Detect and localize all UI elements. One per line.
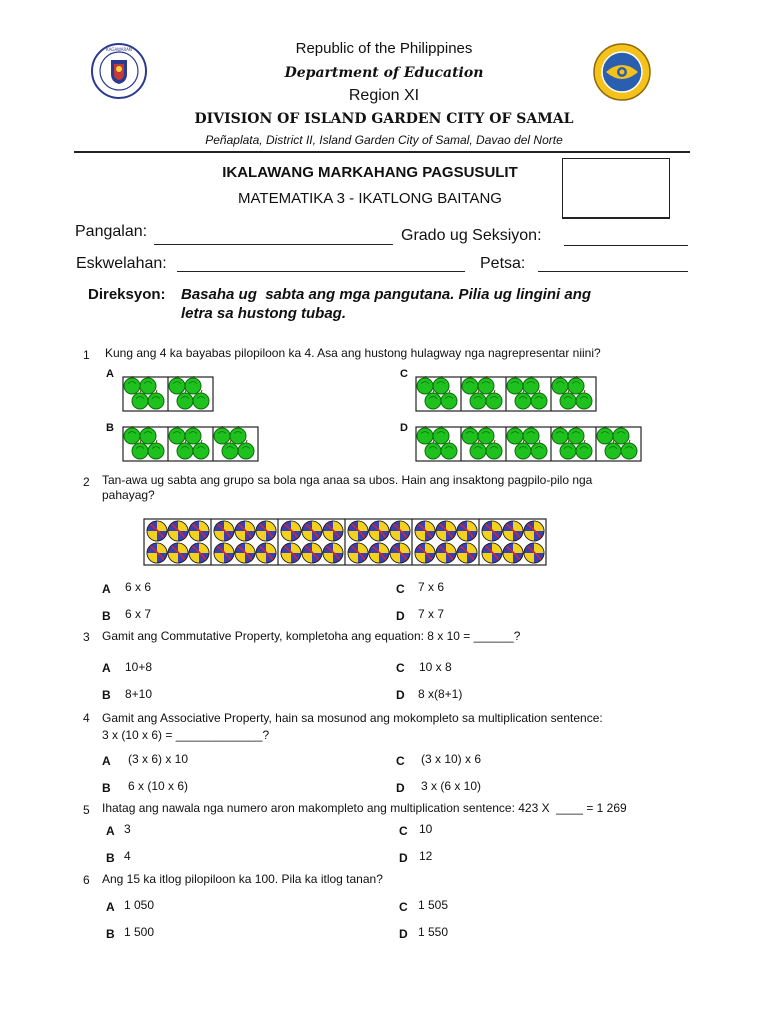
ball-icon xyxy=(147,543,167,563)
q5-option-d-text[interactable]: 12 xyxy=(419,849,433,863)
q2-text-line-1: Tan-awa ug sabta ang grupo sa bola nga anaa sa ubos. Hain ang insaktong pagpilo-pilo nga xyxy=(102,473,593,487)
ball-icon xyxy=(390,521,410,541)
q3-option-d-text[interactable]: 8 x(8+1) xyxy=(418,687,463,701)
grade-section-label: Grado ug Seksiyon: xyxy=(401,227,542,244)
ball-icon xyxy=(168,543,188,563)
directions-label: Direksyon: xyxy=(88,286,166,303)
ball-icon xyxy=(369,543,389,563)
name-label: Pangalan: xyxy=(75,223,148,240)
q4-option-c-text[interactable]: (3 x 10) x 6 xyxy=(421,752,482,766)
q6-option-a-text[interactable]: 1 050 xyxy=(124,898,155,912)
q3-option-c-letter[interactable]: C xyxy=(396,661,405,675)
q3-option-c-text[interactable]: 10 x 8 xyxy=(419,660,452,674)
ball-icon xyxy=(323,543,343,563)
ball-icon xyxy=(281,521,301,541)
test-title: IKALAWANG MARKAHANG PAGSUSULIT xyxy=(222,164,518,181)
ball-icon xyxy=(503,521,523,541)
ball-icon xyxy=(524,521,544,541)
ball-icon xyxy=(147,521,167,541)
q2-option-a-text[interactable]: 6 x 6 xyxy=(125,580,152,594)
ball-icon xyxy=(214,543,234,563)
score-box[interactable] xyxy=(562,158,670,219)
q2-option-b-text[interactable]: 6 x 7 xyxy=(125,607,152,621)
q1-option-c-guavas[interactable] xyxy=(415,376,597,412)
ball-icon xyxy=(256,543,276,563)
q4-option-d-text[interactable]: 3 x (6 x 10) xyxy=(421,779,482,793)
q4-option-d-letter[interactable]: D xyxy=(396,781,405,795)
ball-icon xyxy=(415,521,435,541)
q1-option-b-guavas[interactable] xyxy=(122,426,259,462)
q5-option-b-letter[interactable]: B xyxy=(106,851,115,865)
ball-icon xyxy=(369,521,389,541)
q5-option-d-letter[interactable]: D xyxy=(399,851,408,865)
q6-option-c-text[interactable]: 1 505 xyxy=(418,898,449,912)
school-field[interactable] xyxy=(177,271,465,272)
school-label: Eskwelahan: xyxy=(76,255,167,272)
ball-icon xyxy=(235,521,255,541)
name-field[interactable] xyxy=(154,244,393,245)
ball-icon xyxy=(436,521,456,541)
q2-ball-groups xyxy=(143,518,547,566)
address-line: Peñaplata, District II, Island Garden City of Samal, Davao del Norte xyxy=(205,133,563,147)
q4-option-a-letter[interactable]: A xyxy=(102,754,111,768)
directions-text-2: letra sa hustong tubag. xyxy=(181,305,347,322)
q2-option-d-letter[interactable]: D xyxy=(396,609,405,623)
department-line: Department of Education xyxy=(284,65,484,81)
q2-option-a-letter[interactable]: A xyxy=(102,582,111,596)
q3-option-a-letter[interactable]: A xyxy=(102,661,111,675)
ball-icon xyxy=(457,521,477,541)
q1-option-b-letter[interactable]: B xyxy=(106,422,114,434)
ball-icon xyxy=(323,521,343,541)
q2-text-line-2: pahayag? xyxy=(102,488,155,502)
q5-option-c-text[interactable]: 10 xyxy=(419,822,433,836)
ball-icon xyxy=(482,543,502,563)
q6-option-a-letter[interactable]: A xyxy=(106,900,115,914)
ball-icon xyxy=(302,543,322,563)
ball-icon xyxy=(189,521,209,541)
q2-option-d-text[interactable]: 7 x 7 xyxy=(418,607,445,621)
header-divider xyxy=(74,151,690,153)
ball-icon xyxy=(302,521,322,541)
ball-icon xyxy=(436,543,456,563)
q3-option-b-text[interactable]: 8+10 xyxy=(125,687,153,701)
svg-text:KAGAWARAN: KAGAWARAN xyxy=(106,47,132,52)
ball-icon xyxy=(256,521,276,541)
q3-option-a-text[interactable]: 10+8 xyxy=(125,660,153,674)
ball-icon xyxy=(524,543,544,563)
ball-icon xyxy=(235,543,255,563)
q6-option-d-text[interactable]: 1 550 xyxy=(418,925,449,939)
q4-number: 4 xyxy=(83,711,90,725)
q3-option-d-letter[interactable]: D xyxy=(396,688,405,702)
q4-text-line-2: 3 x (10 x 6) = _____________? xyxy=(102,728,270,742)
q6-option-c-letter[interactable]: C xyxy=(399,900,408,914)
q5-option-b-text[interactable]: 4 xyxy=(124,849,131,863)
q1-text: Kung ang 4 ka bayabas pilopiloon ka 4. Asa ang hustong hulagway nga nagrepresentar niini? xyxy=(105,346,601,360)
q2-option-c-text[interactable]: 7 x 6 xyxy=(418,580,445,594)
q5-option-a-letter[interactable]: A xyxy=(106,824,115,838)
q3-option-b-letter[interactable]: B xyxy=(102,688,111,702)
q5-number: 5 xyxy=(83,803,90,817)
division-line: DIVISION OF ISLAND GARDEN CITY OF SAMAL xyxy=(194,111,574,127)
q1-option-c-letter[interactable]: C xyxy=(400,368,408,380)
q4-option-a-text[interactable]: (3 x 6) x 10 xyxy=(128,752,189,766)
ball-icon xyxy=(503,543,523,563)
q4-option-b-letter[interactable]: B xyxy=(102,781,111,795)
q6-option-b-letter[interactable]: B xyxy=(106,927,115,941)
ball-icon xyxy=(281,543,301,563)
ball-icon xyxy=(457,543,477,563)
date-field[interactable] xyxy=(538,271,688,272)
q4-option-b-text[interactable]: 6 x (10 x 6) xyxy=(128,779,189,793)
q2-option-b-letter[interactable]: B xyxy=(102,609,111,623)
directions-text-1: Basaha ug sabta ang mga pangutana. Pilia ug lingini ang xyxy=(181,286,592,303)
test-subtitle: MATEMATIKA 3 - IKATLONG BAITANG xyxy=(238,190,502,207)
ball-icon xyxy=(168,521,188,541)
q1-number: 1 xyxy=(83,348,90,362)
q4-text-line-1: Gamit ang Associative Property, hain sa mosunod ang mokompleto sa multiplication sentence: xyxy=(102,711,603,725)
q5-text: Ihatag ang nawala nga numero aron makompleto ang multiplication sentence: 423 X ____ = 1 269 xyxy=(102,801,627,815)
ball-icon xyxy=(390,543,410,563)
q1-option-a-guavas[interactable] xyxy=(122,376,214,412)
ball-icon xyxy=(415,543,435,563)
q1-option-d-letter[interactable]: D xyxy=(400,422,408,434)
q6-number: 6 xyxy=(83,873,90,887)
grade-section-field[interactable] xyxy=(564,245,688,246)
q6-text: Ang 15 ka itlog pilopiloon ka 100. Pila ka itlog tanan? xyxy=(102,872,383,886)
ball-icon xyxy=(189,543,209,563)
q2-number: 2 xyxy=(83,475,90,489)
q2-option-c-letter[interactable]: C xyxy=(396,582,405,596)
q4-option-c-letter[interactable]: C xyxy=(396,754,405,768)
q1-option-d-guavas[interactable] xyxy=(415,426,642,462)
region-line: Region XI xyxy=(348,87,420,104)
q6-option-b-text[interactable]: 1 500 xyxy=(124,925,155,939)
republic-line: Republic of the Philippines xyxy=(295,40,473,57)
q3-number: 3 xyxy=(83,630,90,644)
q3-text: Gamit ang Commutative Property, kompletoha ang equation: 8 x 10 = ______? xyxy=(102,629,521,643)
q5-option-c-letter[interactable]: C xyxy=(399,824,408,838)
ball-icon xyxy=(482,521,502,541)
date-label: Petsa: xyxy=(480,255,526,272)
ball-icon xyxy=(348,543,368,563)
q5-option-a-text[interactable]: 3 xyxy=(124,822,131,836)
ball-icon xyxy=(348,521,368,541)
q6-option-d-letter[interactable]: D xyxy=(399,927,408,941)
ball-icon xyxy=(214,521,234,541)
q1-option-a-letter[interactable]: A xyxy=(106,368,114,380)
